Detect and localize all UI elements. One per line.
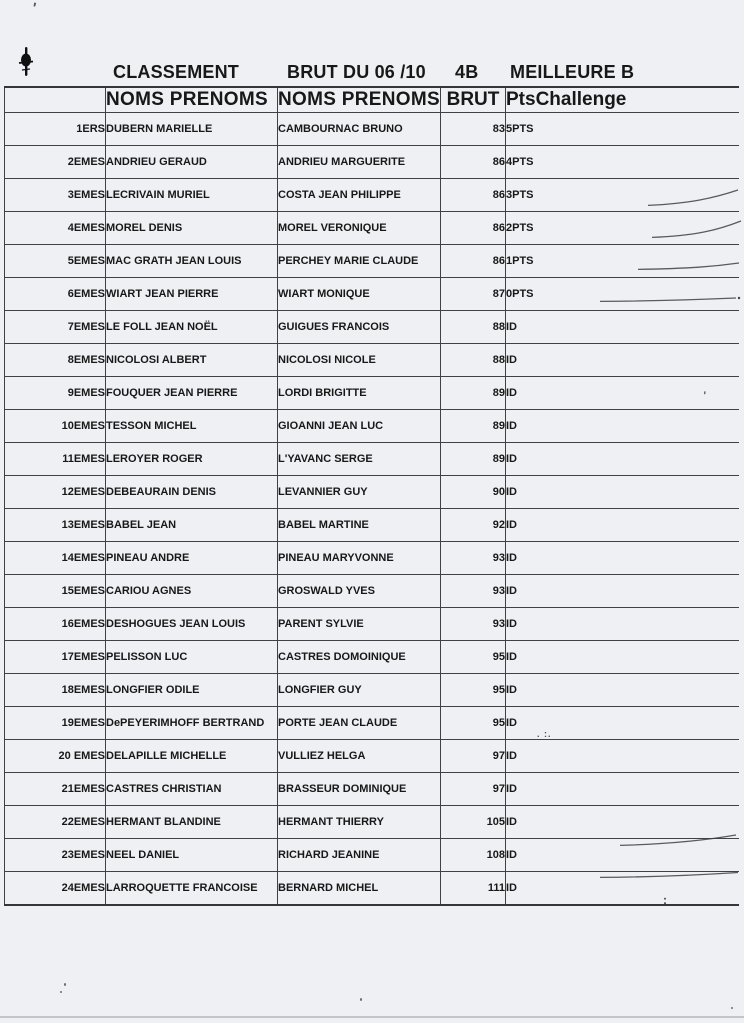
header-row: [5, 87, 739, 113]
ink-speck-comma: ': [702, 389, 707, 403]
cell-name2: WIART MONIQUE: [278, 278, 441, 311]
cell-name2: CASTRES DOMOINIQUE: [278, 641, 441, 674]
cell-name1: MOREL DENIS: [106, 212, 278, 245]
cell-name1: NEEL DANIEL: [106, 839, 278, 872]
table-row: [5, 608, 739, 641]
cell-brut: 88: [441, 311, 506, 344]
cell-rank: 22EMES: [5, 806, 106, 839]
cell-name1: DESHOGUES JEAN LOUIS: [106, 608, 278, 641]
cell-pts: 2PTS: [506, 212, 739, 245]
cell-rank: 21EMES: [5, 773, 106, 806]
cell-rank: 23EMES: [5, 839, 106, 872]
cell-brut: 89: [441, 443, 506, 476]
cell-name2: COSTA JEAN PHILIPPE: [278, 179, 441, 212]
cell-name1: CASTRES CHRISTIAN: [106, 773, 278, 806]
cell-pts: ID: [506, 641, 739, 674]
cell-pts: ID: [506, 608, 739, 641]
cell-brut: 86: [441, 146, 506, 179]
cell-brut: 95: [441, 707, 506, 740]
ink-dot: [64, 983, 66, 986]
cell-name1: LEROYER ROGER: [106, 443, 278, 476]
cell-rank: 6EMES: [5, 278, 106, 311]
cell-brut: 86: [441, 245, 506, 278]
cell-name1: LECRIVAIN MURIEL: [106, 179, 278, 212]
ink-dot: [360, 998, 362, 1001]
table-row: [5, 872, 739, 906]
table-row: [5, 311, 739, 344]
cell-pts: 5PTS: [506, 113, 739, 146]
cell-pts: ID: [506, 311, 739, 344]
cell-brut: 97: [441, 773, 506, 806]
cell-name2: PORTE JEAN CLAUDE: [278, 707, 441, 740]
cell-brut: 93: [441, 542, 506, 575]
table-row: [5, 245, 739, 278]
table-row: [5, 509, 739, 542]
table-row: [5, 179, 739, 212]
cell-name2: HERMANT THIERRY: [278, 806, 441, 839]
header-rank: [5, 87, 106, 113]
cell-pts: ID: [506, 674, 739, 707]
table-row: [5, 212, 739, 245]
cell-pts: ID: [506, 575, 739, 608]
table-row: [5, 443, 739, 476]
cell-name1: MAC GRATH JEAN LOUIS: [106, 245, 278, 278]
cell-rank: 24EMES: [5, 872, 106, 906]
ink-dot: [60, 991, 62, 993]
cell-brut: 95: [441, 641, 506, 674]
cell-brut: 105: [441, 806, 506, 839]
cell-rank: 20 EMES: [5, 740, 106, 773]
cell-rank: 5EMES: [5, 245, 106, 278]
classement-table: [4, 86, 739, 906]
cell-rank: 7EMES: [5, 311, 106, 344]
pushpin-artifact: [19, 47, 33, 76]
cell-rank: 14EMES: [5, 542, 106, 575]
cell-name2: MOREL VERONIQUE: [278, 212, 441, 245]
cell-name1: LARROQUETTE FRANCOISE: [106, 872, 278, 906]
cell-name2: PINEAU MARYVONNE: [278, 542, 441, 575]
cell-rank: 19EMES: [5, 707, 106, 740]
table-row: [5, 113, 739, 146]
cell-name2: NICOLOSI NICOLE: [278, 344, 441, 377]
cell-name2: L'YAVANC SERGE: [278, 443, 441, 476]
table-header: [5, 87, 739, 113]
cell-brut: 87: [441, 278, 506, 311]
cell-pts: 4PTS: [506, 146, 739, 179]
table-row: [5, 839, 739, 872]
cell-pts: ID: [506, 443, 739, 476]
cell-pts: 3PTS: [506, 179, 739, 212]
table-row: [5, 146, 739, 179]
cell-name2: RICHARD JEANINE: [278, 839, 441, 872]
cell-pts: 1PTS: [506, 245, 739, 278]
table-row: [5, 707, 739, 740]
table-row: [5, 542, 739, 575]
cell-name2: PERCHEY MARIE CLAUDE: [278, 245, 441, 278]
table-row: [5, 476, 739, 509]
table-row: [5, 344, 739, 377]
cell-brut: 92: [441, 509, 506, 542]
cell-name1: BABEL JEAN: [106, 509, 278, 542]
cell-pts: ID: [506, 476, 739, 509]
cell-name2: GIOANNI JEAN LUC: [278, 410, 441, 443]
title-series: 4B: [455, 62, 479, 82]
cell-pts: ID: [506, 740, 739, 773]
table-row: [5, 278, 739, 311]
cell-brut: 83: [441, 113, 506, 146]
cell-name1: DELAPILLE MICHELLE: [106, 740, 278, 773]
cell-rank: 17EMES: [5, 641, 106, 674]
header-noms-prenoms-2: NOMS PRENOMS: [278, 87, 441, 113]
cell-rank: 12EMES: [5, 476, 106, 509]
cell-name2: BABEL MARTINE: [278, 509, 441, 542]
cell-name1: DEBEAURAIN DENIS: [106, 476, 278, 509]
cell-rank: 13EMES: [5, 509, 106, 542]
cell-brut: 89: [441, 377, 506, 410]
cell-rank: 9EMES: [5, 377, 106, 410]
ink-speck-colon: :: [663, 893, 667, 907]
cell-name2: GROSWALD YVES: [278, 575, 441, 608]
cell-rank: 18EMES: [5, 674, 106, 707]
cell-rank: 8EMES: [5, 344, 106, 377]
cell-name1: LE FOLL JEAN NOËL: [106, 311, 278, 344]
cell-brut: 86: [441, 179, 506, 212]
cell-brut: 89: [441, 410, 506, 443]
cell-name1: CARIOU AGNES: [106, 575, 278, 608]
cell-rank: 1ERS: [5, 113, 106, 146]
header-brut: BRUT: [441, 87, 506, 113]
table-row: [5, 377, 739, 410]
title-classement: CLASSEMENT: [113, 62, 240, 82]
cell-pts: ID: [506, 806, 739, 839]
cell-name1: NICOLOSI ALBERT: [106, 344, 278, 377]
table-row: [5, 740, 739, 773]
cell-pts: ID: [506, 839, 739, 872]
cell-pts: ID: [506, 344, 739, 377]
table-row: [5, 641, 739, 674]
cell-rank: 16EMES: [5, 608, 106, 641]
cell-name1: PELISSON LUC: [106, 641, 278, 674]
ink-speck-row20: . :.: [537, 729, 552, 739]
cell-name1: HERMANT BLANDINE: [106, 806, 278, 839]
cell-name2: VULLIEZ HELGA: [278, 740, 441, 773]
paper-bottom-edge: [0, 1016, 744, 1018]
ink-speck-apostrophe: ': [29, 0, 38, 18]
cell-rank: 11EMES: [5, 443, 106, 476]
table-row: [5, 410, 739, 443]
table-row: [5, 773, 739, 806]
cell-rank: 4EMES: [5, 212, 106, 245]
cell-pts: ID: [506, 707, 739, 740]
header-noms-prenoms-1: NOMS PRENOMS: [106, 87, 278, 113]
cell-rank: 15EMES: [5, 575, 106, 608]
title-meilleure: MEILLEURE B: [510, 62, 635, 82]
title-brut-date: BRUT DU 06 /10: [287, 62, 426, 82]
cell-name1: FOUQUER JEAN PIERRE: [106, 377, 278, 410]
cell-name2: GUIGUES FRANCOIS: [278, 311, 441, 344]
cell-name2: LORDI BRIGITTE: [278, 377, 441, 410]
cell-brut: 95: [441, 674, 506, 707]
cell-brut: 97: [441, 740, 506, 773]
table-row: [5, 806, 739, 839]
table-body: [5, 113, 739, 906]
cell-pts: ID: [506, 773, 739, 806]
cell-name2: LONGFIER GUY: [278, 674, 441, 707]
cell-brut: 93: [441, 608, 506, 641]
cell-brut: 90: [441, 476, 506, 509]
table-row: [5, 575, 739, 608]
cell-name1: ANDRIEU GERAUD: [106, 146, 278, 179]
cell-pts: ID: [506, 509, 739, 542]
cell-name1: PINEAU ANDRE: [106, 542, 278, 575]
ink-dot: [731, 1007, 733, 1009]
cell-pts: ID: [506, 377, 739, 410]
cell-name1: DePEYERIMHOFF BERTRAND: [106, 707, 278, 740]
cell-name2: BRASSEUR DOMINIQUE: [278, 773, 441, 806]
cell-brut: 93: [441, 575, 506, 608]
cell-name1: TESSON MICHEL: [106, 410, 278, 443]
cell-rank: 10EMES: [5, 410, 106, 443]
cell-name1: DUBERN MARIELLE: [106, 113, 278, 146]
cell-brut: 86: [441, 212, 506, 245]
cell-brut: 88: [441, 344, 506, 377]
cell-name2: LEVANNIER GUY: [278, 476, 441, 509]
cell-rank: 3EMES: [5, 179, 106, 212]
cell-name2: BERNARD MICHEL: [278, 872, 441, 906]
cell-pts: 0PTS: [506, 278, 739, 311]
cell-name1: LONGFIER ODILE: [106, 674, 278, 707]
cell-name2: PARENT SYLVIE: [278, 608, 441, 641]
cell-name1: WIART JEAN PIERRE: [106, 278, 278, 311]
cell-brut: 111: [441, 872, 506, 906]
cell-pts: ID: [506, 872, 739, 906]
cell-pts: ID: [506, 410, 739, 443]
cell-name2: CAMBOURNAC BRUNO: [278, 113, 441, 146]
cell-rank: 2EMES: [5, 146, 106, 179]
header-pts-challenge: PtsChallenge: [506, 87, 739, 113]
table-row: [5, 674, 739, 707]
cell-pts: ID: [506, 542, 739, 575]
cell-name2: ANDRIEU MARGUERITE: [278, 146, 441, 179]
cell-brut: 108: [441, 839, 506, 872]
